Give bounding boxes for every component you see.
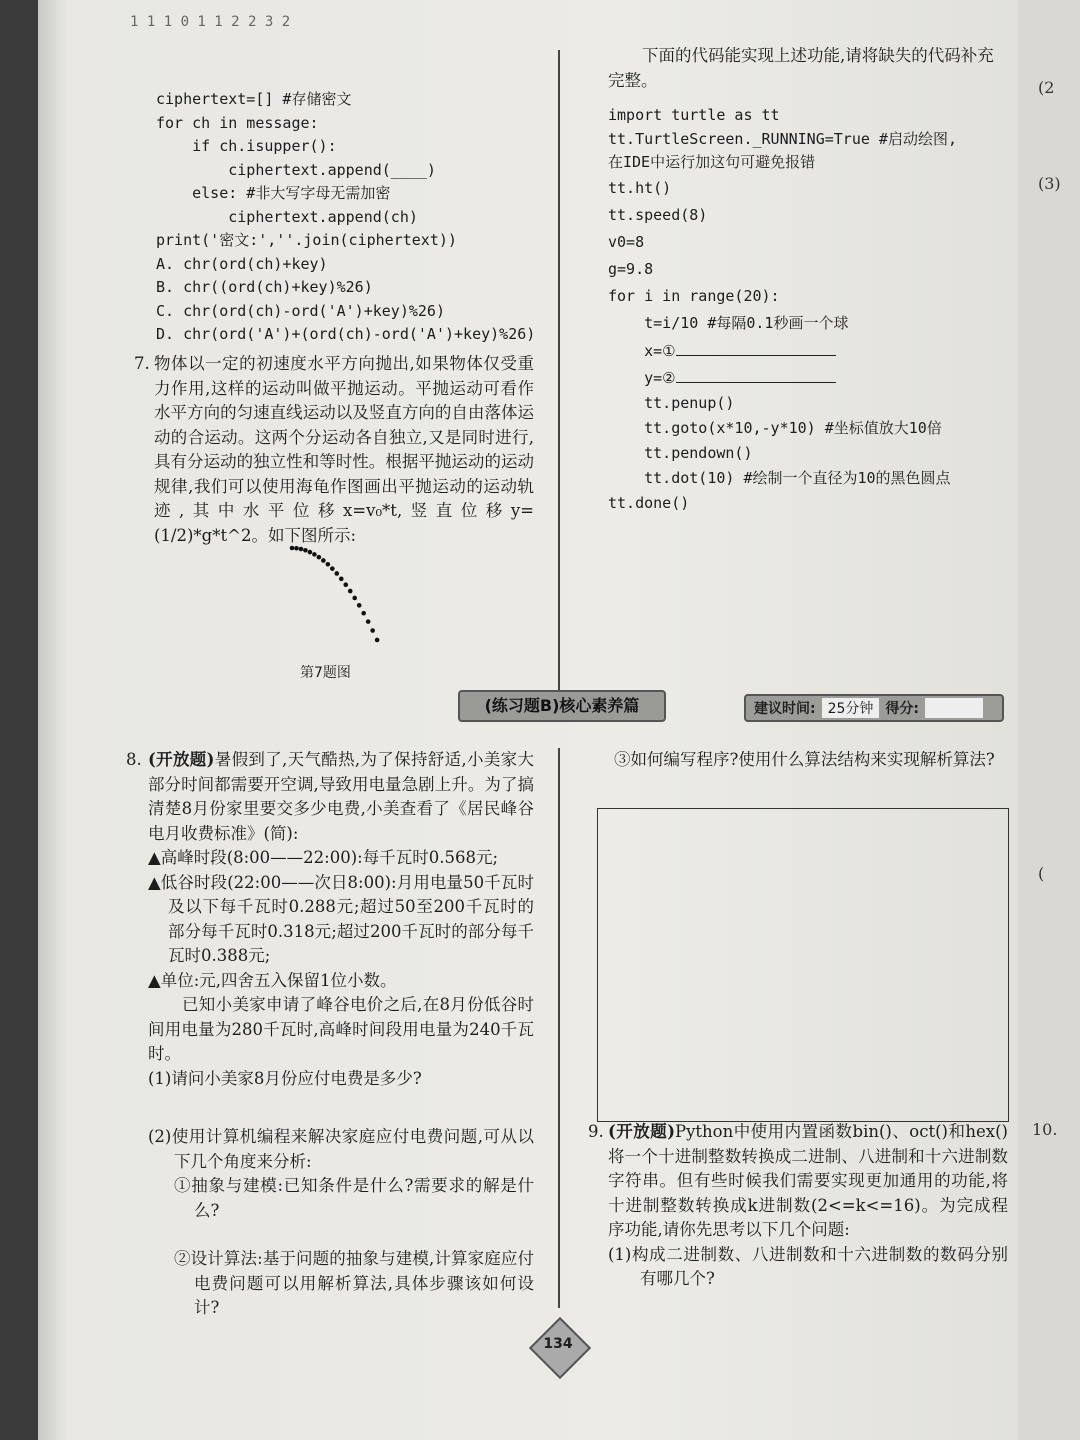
- question-tag: (开放题): [148, 750, 215, 769]
- trajectory-dot: [330, 566, 335, 571]
- code-line: tt.goto(x*10,-y*10) #坐标值放大10倍: [608, 418, 942, 437]
- code-line: for ch in message:: [156, 113, 319, 132]
- code-line: t=i/10 #每隔0.1秒画一个球: [608, 313, 849, 332]
- sub-question-1: (1)请问小美家8月份应付电费是多少?: [148, 1068, 422, 1088]
- code-line: else: #非大写字母无需加密: [156, 184, 391, 202]
- figure-caption: 第7题图: [300, 665, 351, 681]
- question-8-intro: 暑假到了,天气酷热,为了保持舒适,小美家大部分时间都需要开空调,导致用电量急剧上升。为了搞清楚8月份家里要交多少电费,小美查看了《居民峰谷电月收费标准》(简):: [148, 750, 534, 843]
- code-line: if ch.isupper():: [156, 137, 337, 155]
- score-field[interactable]: [925, 698, 983, 718]
- answer-box[interactable]: [597, 808, 1009, 1122]
- question-8: [126, 748, 534, 1321]
- option-a: A. chr(ord(ch)+key): [156, 254, 328, 273]
- code-line: tt.TurtleScreen._RUNNING=True #启动绘图,: [608, 129, 957, 148]
- trajectory-dot: [343, 582, 348, 587]
- trajectory-dot: [299, 547, 304, 552]
- rule-unit: ▲单位:元,四舍五入保留1位小数。: [148, 970, 397, 990]
- question-number: 9.: [588, 1122, 604, 1141]
- trajectory-dot: [375, 638, 380, 643]
- trajectory-dot: [308, 550, 313, 555]
- question-8-given: 已知小美家申请了峰谷电价之后,在8月份低谷时间用电量为280千瓦时,高峰时间段用电量为240千瓦时。: [148, 995, 534, 1063]
- next-page-mark: (3): [1038, 174, 1061, 193]
- code-line: tt.penup(): [608, 393, 735, 412]
- blank-line-2: [608, 364, 1008, 391]
- code-line: tt.pendown(): [608, 443, 753, 462]
- question-9-text: Python中使用内置函数bin()、oct()和hex()将一个十进制整数转换成二进制、八进制和十六进制数字符串。但有些时候我们需要实现更加通用的功能,将十进制整数转换成k进制数(2<=k<=16)。为完成程序功能,请你先思考以下几个问题:: [608, 1122, 1008, 1239]
- fill-blank[interactable]: [676, 355, 836, 356]
- question-tag: (开放题): [608, 1122, 675, 1141]
- next-page-mark: (2: [1038, 78, 1055, 97]
- pencil-scribble: 1 1 1 0 1 1 2 2 3 2: [130, 14, 291, 30]
- time-label: 建议时间:: [754, 701, 816, 717]
- next-page-edge: [1018, 0, 1080, 1440]
- code-line: y=②: [608, 368, 676, 387]
- sub-question-2-part-3: ③如何编写程序?使用什么算法结构来实现解析算法?: [614, 750, 995, 769]
- right-intro: [608, 44, 998, 93]
- option-b: B. chr((ord(ch)+key)%26): [156, 278, 373, 296]
- code-line: 在IDE中运行加这句可避免报错: [608, 153, 816, 171]
- code-line: ciphertext.append(ch): [156, 207, 418, 226]
- trajectory-dot: [317, 555, 322, 560]
- fill-blank[interactable]: [676, 382, 836, 383]
- trajectory-dot: [357, 603, 362, 608]
- code-line: ciphertext=[] #存储密文: [156, 90, 352, 108]
- rule-peak: ▲高峰时段(8:00——22:00):每千瓦时0.568元;: [148, 848, 499, 867]
- trajectory-dot: [312, 552, 317, 557]
- question-7: [134, 352, 534, 548]
- question-7-text: 物体以一定的初速度水平方向抛出,如果物体仅受重力作用,这样的运动叫做平抛运动。平抛运动可看作水平方向的匀速直线运动以及竖直方向的自由落体运动的合运动。这两个分运动各自独立,又是同时进行,具有分运动的独立性和等时性。根据平抛运动的运动规律,我们可以使用海龟作图画出平抛运动的运动轨迹,其中水平位移x=v₀*t,竖直位移y=(1/2)*g*t^2。如下图所示:: [154, 354, 534, 545]
- trajectory-dot: [370, 628, 375, 633]
- code-line: tt.dot(10) #绘制一个直径为10的黑色圆点: [608, 468, 951, 487]
- code-line: tt.speed(8): [608, 205, 708, 224]
- code-line: print('密文:',''.join(ciphertext)): [156, 231, 457, 249]
- code-line: tt.ht(): [608, 178, 672, 197]
- trajectory-dot: [290, 546, 295, 551]
- score-label: 得分:: [885, 701, 920, 717]
- next-page-mark: 10.: [1032, 1120, 1058, 1139]
- code-line: x=①: [608, 341, 676, 360]
- code-line: tt.done(): [608, 493, 690, 512]
- sub-question-2: (2)使用计算机编程来解决家庭应付电费问题,可从以下几个角度来分析:: [148, 1127, 534, 1171]
- code-line: g=9.8: [608, 259, 654, 278]
- trajectory-dot: [348, 589, 353, 594]
- question-number: 7.: [134, 354, 150, 373]
- code-line: for i in range(20):: [608, 286, 780, 305]
- trajectory-dot: [339, 577, 344, 582]
- trajectory-dot: [352, 596, 357, 601]
- sub-question-2-part-2: ②设计算法:基于问题的抽象与建模,计算家庭应付电费问题可以用解析算法,具体步骤该如何设计?: [174, 1249, 534, 1317]
- intro-text: 下面的代码能实现上述功能,请将缺失的代码补充完整。: [608, 46, 994, 90]
- trajectory-dot: [321, 558, 326, 563]
- column-divider: [558, 748, 560, 1308]
- left-code-block: [156, 88, 546, 347]
- trajectory-dot: [361, 611, 366, 616]
- question-number: 8.: [126, 750, 142, 769]
- time-score-box: [744, 694, 1004, 722]
- rule-valley: ▲低谷时段(22:00——次日8:00):月用电量50千瓦时及以下每千瓦时0.288元;超过50至200千瓦时的部分每千瓦时0.318元;超过200千瓦时的部分每千瓦时0.388元;: [148, 872, 534, 965]
- next-page-mark: (: [1038, 864, 1045, 883]
- page-number: 134: [543, 1336, 573, 1352]
- turtle-code-block: [608, 104, 1008, 516]
- trajectory-dot: [303, 548, 308, 553]
- trajectory-dot: [326, 562, 331, 567]
- question-9: [588, 1120, 1008, 1292]
- column-divider: [558, 50, 560, 690]
- code-line: v0=8: [608, 232, 645, 251]
- trajectory-dot: [335, 571, 340, 576]
- blank-line-1: [608, 337, 1008, 364]
- trajectory-dot: [366, 619, 371, 624]
- trajectory-figure: [280, 540, 400, 660]
- trajectory-dots: [290, 546, 380, 643]
- option-d: D. chr(ord('A')+(ord(ch)-ord('A')+key)%26): [156, 325, 536, 343]
- code-line: import turtle as tt: [608, 106, 780, 124]
- code-line: ciphertext.append(____): [156, 160, 436, 179]
- trajectory-dot: [294, 546, 299, 551]
- time-value: 25分钟: [822, 698, 880, 718]
- question-9-sub-1: (1)构成二进制数、八进制数和十六进制数的数码分别有哪几个?: [608, 1244, 1008, 1288]
- sub-question-2-part-1: ①抽象与建模:已知条件是什么?需要求的解是什么?: [174, 1176, 534, 1220]
- option-c: C. chr(ord(ch)-ord('A')+key)%26): [156, 301, 445, 320]
- section-banner: (练习题B)核心素养篇: [458, 690, 666, 722]
